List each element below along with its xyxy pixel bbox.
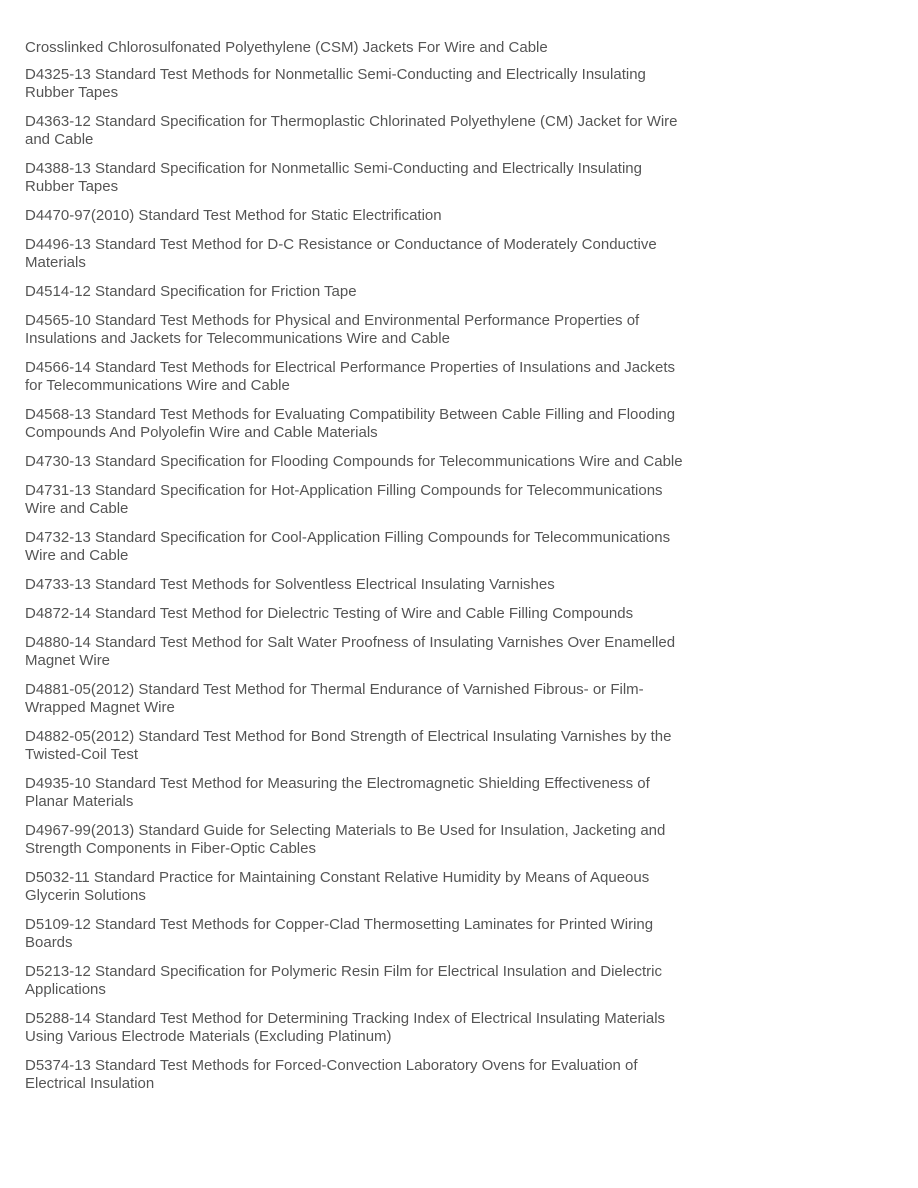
list-item: Crosslinked Chlorosulfonated Polyethylene (CSM) Jackets For Wire and Cable [25,39,548,56]
standards-list [25,39,685,1104]
list-item: D4496-13 Standard Test Method for D-C Resistance or Conductance of Moderately Conductive Materials [25,236,657,271]
list-item: D4882-05(2012) Standard Test Method for Bond Strength of Electrical Insulating Varnishes by the Twisted-Coil Test [25,728,672,763]
list-item: D5213-12 Standard Specification for Polymeric Resin Film for Electrical Insulation and Dielectric Applications [25,963,662,998]
list-item: D4733-13 Standard Test Methods for Solventless Electrical Insulating Varnishes [25,576,555,593]
list-item: D4325-13 Standard Test Methods for Nonmetallic Semi-Conducting and Electrically Insulating Rubber Tapes [25,66,646,101]
list-item: D5288-14 Standard Test Method for Determining Tracking Index of Electrical Insulating Materials Using Various Electrode Materials (Excluding Platinum) [25,1010,666,1045]
list-item: D4470-97(2010) Standard Test Method for Static Electrification [25,207,442,224]
list-item: D5109-12 Standard Test Methods for Copper-Clad Thermosetting Laminates for Printed Wiring Boards [25,916,654,951]
list-item: D5032-11 Standard Practice for Maintaining Constant Relative Humidity by Means of Aqueous Glycerin Solutions [25,869,650,904]
list-item: D4881-05(2012) Standard Test Method for Thermal Endurance of Varnished Fibrous- or Film-Wrapped Magnet Wire [25,681,644,716]
list-item: D4967-99(2013) Standard Guide for Selecting Materials to Be Used for Insulation, Jacketing and Strength Components in Fiber-Optic Cables [25,822,666,857]
list-item: D4732-13 Standard Specification for Cool-Application Filling Compounds for Telecommunications Wire and Cable [25,529,671,564]
list-item: D4935-10 Standard Test Method for Measuring the Electromagnetic Shielding Effectiveness of Planar Materials [25,775,650,810]
list-item: D4565-10 Standard Test Methods for Physical and Environmental Performance Properties of Insulations and Jackets for Telecommunications Wire and Cable [25,312,640,347]
list-item: D4568-13 Standard Test Methods for Evaluating Compatibility Between Cable Filling and Flooding Compounds And Polyolefin Wire and Cable Materials [25,406,676,441]
list-item: D4566-14 Standard Test Methods for Electrical Performance Properties of Insulations and Jackets for Telecommunications Wire and Cable [25,359,676,394]
list-item: D4880-14 Standard Test Method for Salt Water Proofness of Insulating Varnishes Over Enamelled Magnet Wire [25,634,676,669]
list-item: D4730-13 Standard Specification for Flooding Compounds for Telecommunications Wire and Cable [25,453,683,470]
list-item: D4872-14 Standard Test Method for Dielectric Testing of Wire and Cable Filling Compounds [25,605,634,622]
list-item: D4514-12 Standard Specification for Friction Tape [25,283,357,300]
list-item: D5374-13 Standard Test Methods for Forced-Convection Laboratory Ovens for Evaluation of Electrical Insulation [25,1057,638,1092]
list-item: D4388-13 Standard Specification for Nonmetallic Semi-Conducting and Electrically Insulating Rubber Tapes [25,160,642,195]
list-item: D4363-12 Standard Specification for Thermoplastic Chlorinated Polyethylene (CM) Jacket for Wire and Cable [25,113,678,148]
list-item: D4731-13 Standard Specification for Hot-Application Filling Compounds for Telecommunications Wire and Cable [25,482,663,517]
